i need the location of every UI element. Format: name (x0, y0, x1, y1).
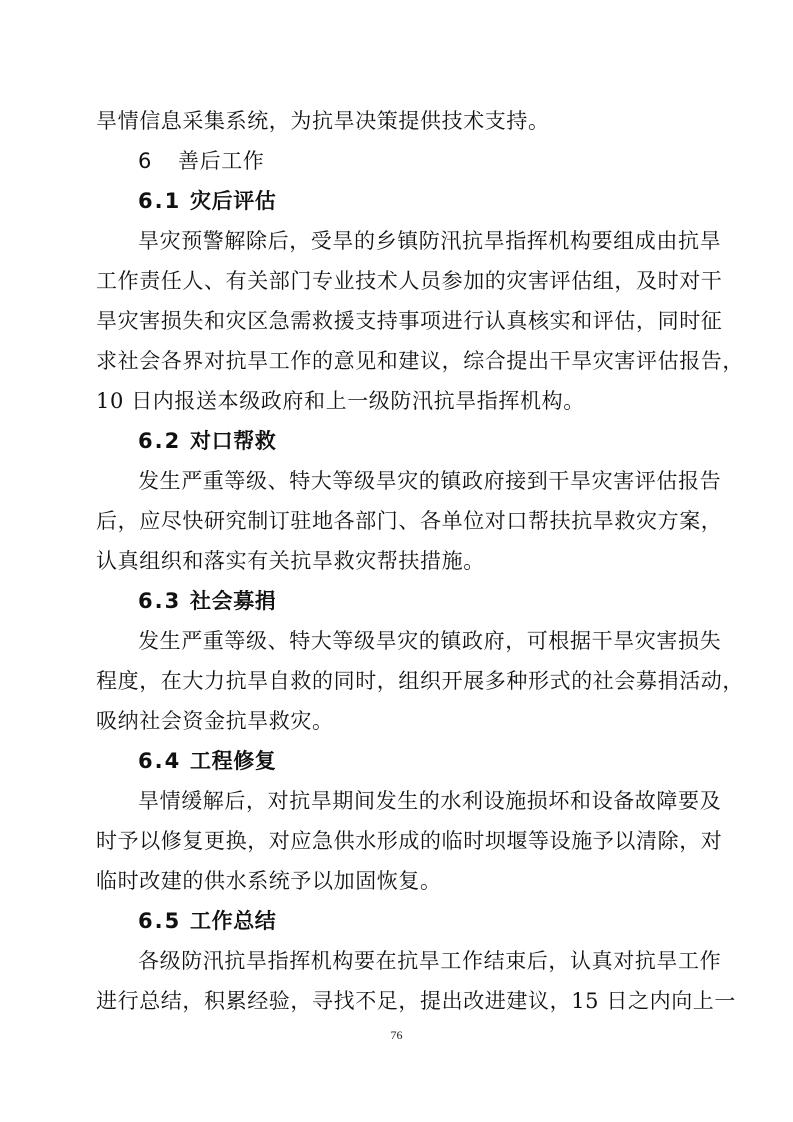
section-title: 对口帮救 (190, 429, 277, 453)
body-line: 程度，在大力抗旱自救的同时，组织开展多种形式的社会募捐活动， (96, 669, 744, 693)
body-line: 旱情缓解后，对抗旱期间发生的水利设施损坏和设备故障要及 (138, 789, 722, 813)
section-title: 社会募捐 (190, 589, 277, 613)
body-line: 各级防汛抗旱指挥机构要在抗旱工作结束后，认真对抗旱工作 (138, 949, 722, 973)
body-line: 进行总结，积累经验，寻找不足，提出改进建议，15 日之内向上一 (96, 989, 736, 1013)
body-line: 旱情信息采集系统，为抗旱决策提供技术支持。 (96, 109, 550, 133)
body-line: 旱灾害损失和灾区急需救援支持事项进行认真核实和评估，同时征 (96, 309, 723, 333)
body-line: 时予以修复更换，对应急供水形成的临时坝堰等设施予以清除，对 (96, 829, 723, 853)
section-heading-6-1 (138, 186, 276, 216)
section-number: 6.3 (138, 589, 182, 613)
section-number: 6.1 (138, 189, 182, 213)
section-number: 6.4 (138, 749, 182, 773)
body-line: 求社会各界对抗旱工作的意见和建议，综合提出干旱灾害评估报告， (96, 349, 744, 373)
section-number: 6.2 (138, 429, 182, 453)
body-line: 临时改建的供水系统予以加固恢复。 (96, 869, 442, 893)
section-title: 灾后评估 (190, 189, 277, 213)
section-heading-6-4 (138, 746, 276, 776)
section-title: 善后工作 (178, 149, 265, 173)
body-line: 后，应尽快研究制订驻地各部门、各单位对口帮扶抗旱救灾方案， (96, 509, 723, 533)
section-heading-6-5 (138, 906, 276, 936)
section-number: 6.5 (138, 909, 182, 933)
body-line: 旱灾预警解除后，受旱的乡镇防汛抗旱指挥机构要组成由抗旱 (138, 229, 722, 253)
section-number: 6 (138, 149, 154, 173)
section-heading-6 (138, 146, 264, 176)
body-line: 工作责任人、有关部门专业技术人员参加的灾害评估组，及时对干 (96, 269, 723, 293)
section-title: 工作总结 (190, 909, 277, 933)
body-line: 发生严重等级、特大等级旱灾的镇政府，可根据干旱灾害损失 (138, 629, 722, 653)
body-line: 认真组织和落实有关抗旱救灾帮扶措施。 (96, 549, 485, 573)
body-line: 10 日内报送本级政府和上一级防汛抗旱指挥机构。 (96, 389, 585, 413)
page-number: 76 (390, 1028, 403, 1042)
section-title: 工程修复 (190, 749, 277, 773)
body-line: 吸纳社会资金抗旱救灾。 (96, 709, 334, 733)
section-heading-6-2 (138, 426, 276, 456)
body-line: 发生严重等级、特大等级旱灾的镇政府接到干旱灾害评估报告 (138, 469, 722, 493)
section-heading-6-3 (138, 586, 276, 616)
